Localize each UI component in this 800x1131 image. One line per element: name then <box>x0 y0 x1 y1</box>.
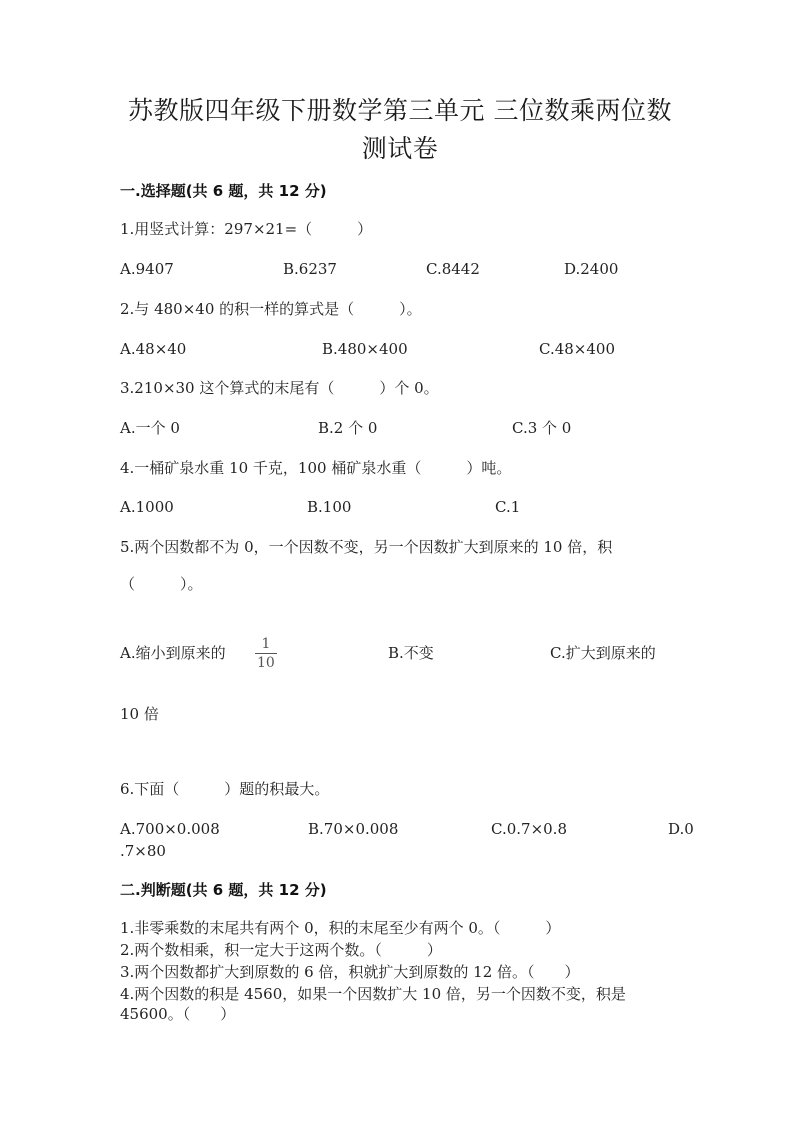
question-4-option-b[interactable]: B.100 <box>307 498 352 516</box>
judgment-item-3: 3.两个因数都扩大到原数的 6 倍，积就扩大到原数的 12 倍。（ ） <box>120 963 580 981</box>
question-2-option-c[interactable]: C.48×400 <box>539 340 615 358</box>
judgment-item-4: 4.两个因数的积是 4560，如果一个因数扩大 10 倍，另一个因数不变，积是 <box>120 985 626 1003</box>
question-5-option-b[interactable]: B.不变 <box>388 644 434 662</box>
question-6-text: 6.下面（ ）题的积最大。 <box>120 780 330 798</box>
question-6-option-b[interactable]: B.70×0.008 <box>308 820 399 838</box>
judgment-item-1: 1.非零乘数的末尾共有两个 0，积的末尾至少有两个 0。（ ） <box>120 919 561 937</box>
question-5-text-line-1: 5.两个因数都不为 0，一个因数不变，另一个因数扩大到原来的 10 倍，积 <box>120 538 613 556</box>
page-title-line-1: 苏教版四年级下册数学第三单元 三位数乘两位数 <box>128 96 672 125</box>
question-3-text: 3.210×30 这个算式的末尾有（ ）个 0。 <box>120 379 439 397</box>
question-6-option-a[interactable]: A.700×0.008 <box>120 820 220 838</box>
question-1-option-a[interactable]: A.9407 <box>120 260 174 278</box>
question-2-text: 2.与 480×40 的积一样的算式是（ ）。 <box>120 300 422 318</box>
fraction-bar <box>255 653 277 654</box>
question-6-option-d-continued: .7×80 <box>120 842 166 860</box>
judgment-item-4-continued: 45600。（ ） <box>120 1005 236 1023</box>
section-heading-true-false: 二.判断题(共 6 题，共 12 分) <box>120 881 327 899</box>
page-title-line-2: 测试卷 <box>361 134 439 163</box>
question-4-text: 4.一桶矿泉水重 10 千克，100 桶矿泉水重（ ）吨。 <box>120 459 512 477</box>
question-1-text: 1.用竖式计算：297×21=（ ） <box>120 220 373 238</box>
question-2-option-b[interactable]: B.480×400 <box>322 340 408 358</box>
question-5-option-a-fraction <box>255 636 277 671</box>
fraction-denominator: 10 <box>257 655 275 671</box>
question-2-option-a[interactable]: A.48×40 <box>120 340 187 358</box>
question-5-option-c[interactable]: C.扩大到原来的 <box>550 644 656 662</box>
question-3-option-c[interactable]: C.3 个 0 <box>512 419 572 437</box>
question-5-option-a[interactable]: A.缩小到原来的 <box>120 644 226 662</box>
question-3-option-a[interactable]: A.一个 0 <box>120 419 180 437</box>
question-1-option-d[interactable]: D.2400 <box>564 260 619 278</box>
question-4-option-a[interactable]: A.1000 <box>120 498 174 516</box>
question-5-text-line-2: （ ）。 <box>120 575 203 593</box>
fraction-numerator: 1 <box>261 636 271 652</box>
question-5-option-c-continued: 10 倍 <box>120 705 159 723</box>
question-1-option-c[interactable]: C.8442 <box>426 260 480 278</box>
question-6-option-d[interactable]: D.0 <box>668 820 694 838</box>
question-3-option-b[interactable]: B.2 个 0 <box>318 419 378 437</box>
question-6-option-c[interactable]: C.0.7×0.8 <box>491 820 567 838</box>
section-heading-multiple-choice: 一.选择题(共 6 题，共 12 分) <box>120 182 327 200</box>
question-1-option-b[interactable]: B.6237 <box>283 260 337 278</box>
judgment-item-2: 2.两个数相乘，积一定大于这两个数。（ ） <box>120 941 442 959</box>
question-4-option-c[interactable]: C.1 <box>495 498 521 516</box>
